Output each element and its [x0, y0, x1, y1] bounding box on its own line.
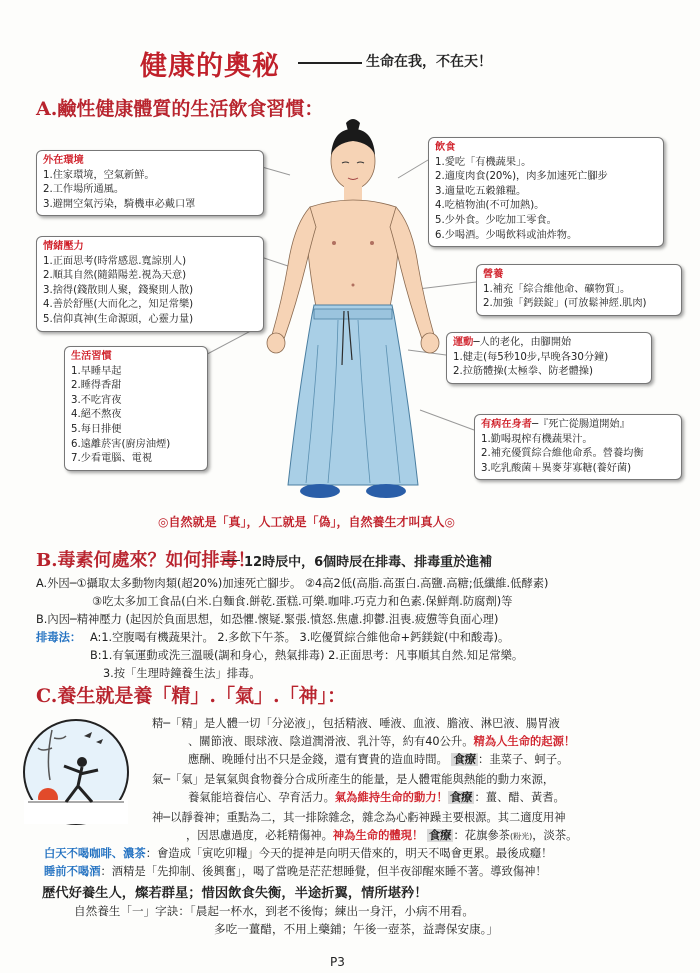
list-item: 2.加強「鈣鎂錠」(可放鬆神經.肌肉)	[483, 298, 647, 310]
detox-label: 排毒法：	[36, 631, 82, 644]
jing-line-3-text: 應酬、晚睡付出不只是金錢，還有寶貴的造血時間。	[188, 753, 448, 766]
history-line-2: 多吃一薑醋，不用上藥鋪；午後一壺茶，益壽保安康。」	[214, 922, 499, 936]
qi-emphasis: 氣為維持生命的動力！	[334, 791, 448, 804]
list-item: 4.吃植物油(不可加熱)。	[435, 200, 545, 212]
box-diet	[428, 137, 664, 247]
list-item: 5.每日排便	[71, 423, 122, 435]
history-heading: 歷代好養生人，燦若群星；惜因飲食失衡，半途折翼，情所堪矜！	[42, 886, 428, 901]
jing-line-1: 精─「精」是人體一切「分泌液」，包括精液、唾液、血液、膽液、淋巴液、腸胃液	[152, 717, 560, 730]
list-item: 3.吃乳酸菌＋異麥芽寡糖(養好菌)	[481, 462, 632, 474]
qi-line-2-text: 養氣能培養信心、孕育活力。	[188, 791, 335, 804]
coffee-line	[44, 846, 552, 861]
section-b-subheading: 12時辰中，6個時辰在排毒、排毒重於進補	[244, 555, 493, 570]
internal-causes-line: B.內因─精神壓力 (起因於負面思想，如恐懼.懷疑.緊張.憤怒.焦慮.抑鬱.沮喪.疲憊等負面心理)	[36, 613, 499, 626]
section-b-divider	[224, 560, 240, 561]
list-item: 1.正面思考(時常感恩.寬諒別人)	[43, 255, 187, 267]
jing-line-2	[188, 734, 575, 749]
human-figure-illustration	[258, 115, 448, 510]
box-title: 情緒壓力	[43, 241, 84, 252]
title-divider	[298, 62, 362, 64]
qi-line-1: 氣─「氣」是氧氣與食物養分合成所產生的能量，是人體電能與熱能的動力來源，	[152, 773, 555, 786]
box-nutrition	[476, 264, 682, 316]
box-title: 營養	[483, 269, 504, 280]
food-therapy-text: ：韭菜子、蚵子。	[478, 753, 569, 766]
page-number: P3	[330, 955, 345, 969]
box-life-habits	[64, 346, 208, 471]
list-item: 1.愛吃「有機蔬果」。	[435, 156, 532, 168]
box-title: 生活習慣	[71, 351, 112, 362]
page-title: 健康的奧秘	[140, 51, 280, 82]
shen-line-2	[186, 828, 577, 844]
jing-emphasis: 精為人生命的起源！	[473, 735, 576, 748]
list-item: 7.少看電腦、電視	[71, 453, 153, 465]
list-item: 3.適量吃五穀雜糧。	[435, 185, 527, 197]
list-item: 3.避開空氣污染，騎機車必戴口罩	[43, 198, 196, 210]
list-item: 3.不吃宵夜	[71, 394, 122, 406]
list-item: 2.工作場所通風。	[43, 184, 125, 196]
list-item: 2.睡得香甜	[71, 380, 122, 392]
box-title: 運動	[453, 337, 474, 348]
list-item: 1.早睡早起	[71, 365, 122, 377]
section-c-heading: C.養生就是養「精」.「氣」.「神」：	[36, 685, 347, 707]
wine-line	[44, 864, 547, 879]
box-title: 飲食	[435, 142, 456, 153]
section-a-heading: A.鹼性健康體質的生活飲食習慣：	[36, 98, 324, 120]
box-title-suffix: ─『死亡從腸道開始』	[531, 419, 630, 430]
list-item: 3.捨得(錢散則人聚，錢聚則人散)	[43, 284, 194, 296]
list-item: 6.遠離菸害(廚房油煙)	[71, 438, 171, 450]
box-external-environment	[36, 150, 264, 216]
external-causes-line-2: ③吃太多加工食品(白米.白麵食.餅乾.蛋糕.可樂.咖啡.巧克力和色素.保鮮劑.防腐劑)等	[92, 595, 513, 608]
jing-line-3	[188, 752, 568, 767]
food-therapy-end: ，淡茶。	[532, 829, 578, 842]
list-item: 1.勤喝現榨有機蔬果汁。	[481, 433, 593, 445]
list-item: 2.適度肉食(20%)，肉多加速死亡腳步	[435, 171, 608, 183]
qi-line-2	[188, 790, 565, 805]
food-therapy-label: 食療	[428, 829, 452, 842]
section-a-tagline: ◎自然就是「真」，人工就是「偽」，自然養生才叫真人◎	[158, 515, 455, 529]
shen-line-1: 神─以靜養神；重點為二，其一排除雜念，雜念為心虧神躁主要根源。其二適度用神	[152, 811, 566, 824]
list-item: 1.住家環境，空氣新鮮。	[43, 169, 155, 181]
list-item: 2.拉筋體操(太極拳、防老體操)	[453, 366, 593, 378]
list-item: 6.少喝酒。少喝飲料或油炸物。	[435, 229, 578, 241]
food-therapy-label: 食療	[453, 753, 477, 766]
box-title-suffix: ─人的老化，由腳開始	[473, 337, 572, 348]
box-exercise	[446, 332, 652, 384]
list-item: 1.健走(每5秒10步,早晚各30分鐘)	[453, 351, 609, 363]
box-emotional-stress	[36, 236, 264, 332]
taichi-circle-illustration	[22, 718, 130, 826]
coffee-text: ：會造成「寅吃卯糧」今天的提神是向明天借來的，明天不喝會更累。最後成癮！	[145, 847, 553, 860]
history-line-1: 自然養生「一」字訣：「晨起一杯水，到老不後悔；練出一身汗，小病不用看。	[74, 904, 474, 918]
list-item: 1.補充「綜合維他命、礦物質」。	[483, 283, 631, 295]
detox-method-b: B:1.有氧運動或洗三溫暖(調和身心，熱氣排毒) 2.正面思考：凡事順其自然.知足常樂。	[90, 649, 524, 662]
detox-method-a: A:1.空腹喝有機蔬果汁。 2.多飲下午茶。 3.吃優質綜合維他命+鈣鎂錠(中和酸毒)。	[90, 631, 510, 644]
list-item: 4.善於舒壓(大而化之，知足常樂)	[43, 299, 194, 311]
box-title: 外在環境	[43, 155, 84, 166]
food-therapy-text: ：薑、醋、黃耆。	[474, 791, 565, 804]
coffee-label: 白天不喝咖啡、濃茶	[44, 847, 146, 860]
list-item: 2.順其自然(隨錯陽差.視為天意)	[43, 270, 187, 282]
food-therapy-label: 食療	[449, 791, 473, 804]
section-b-heading: B.毒素何處來？如何排毒！	[36, 550, 256, 571]
list-item: 5.信仰真神(生命源頭，心靈力量)	[43, 313, 194, 325]
list-item: 2.補充優質綜合維他命系。營養均衡	[481, 448, 644, 460]
list-item: 5.少外食。少吃加工零食。	[435, 214, 557, 226]
jing-line-2-text: 、關節液、眼球液、陰道潤滑液、乳汁等，約有40公升。	[188, 735, 474, 748]
shen-emphasis: 神為生命的體現！	[332, 829, 424, 842]
page-subtitle: 生命在我，不在天！	[366, 54, 492, 70]
external-causes-line: A.外因─①攝取太多動物肉類(超20%)加速死亡腳步。 ②4高2低(高脂.高蛋白.高鹽.高糖;低纖維.低酵素)	[36, 577, 549, 590]
wine-text: ：酒精是「先抑制、後興奮」，喝了當晚是茫茫想睡覺，但半夜卻醒來睡不著。導致傷神！	[100, 865, 547, 878]
food-therapy-note: (粉光)	[509, 832, 533, 841]
box-illness	[474, 414, 682, 480]
detox-method-c: 3.按「生理時鐘養生法」排毒。	[103, 667, 261, 680]
shen-line-2-text: ，因思慮過度，必耗精傷神。	[186, 829, 333, 842]
box-title: 有病在身者	[481, 419, 532, 430]
list-item: 4.絕不熬夜	[71, 409, 122, 421]
wine-label: 睡前不喝酒	[44, 865, 101, 878]
food-therapy-text: ：花旗參茶	[453, 829, 510, 842]
